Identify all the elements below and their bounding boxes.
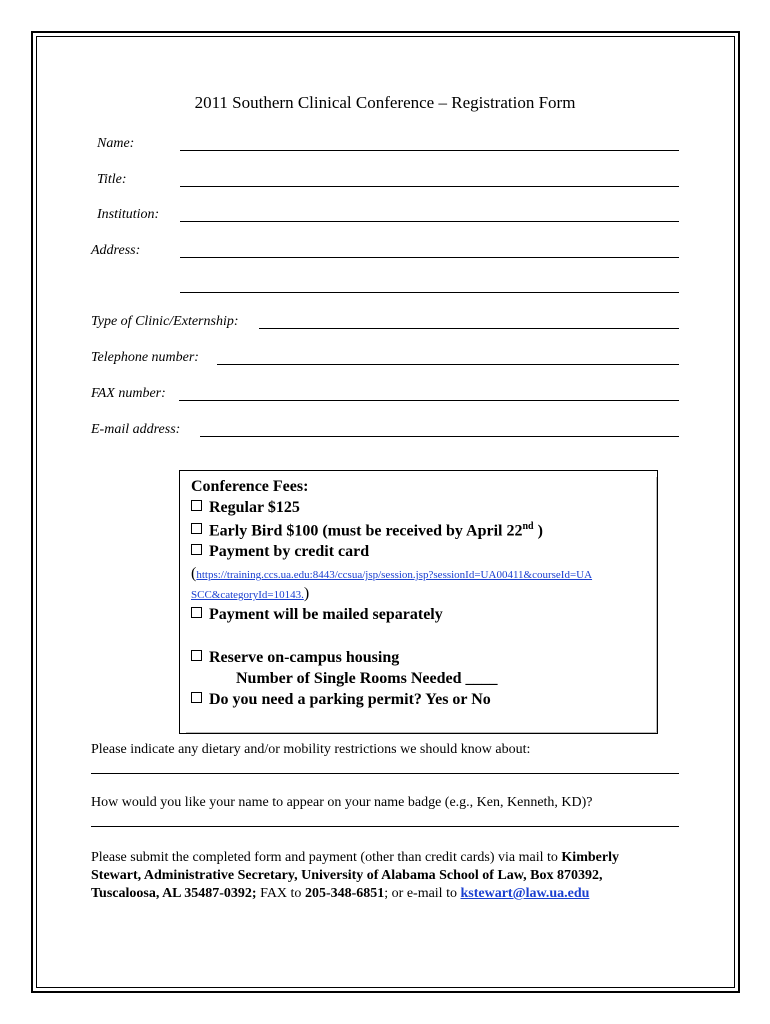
badge-answer-line[interactable] — [91, 826, 679, 827]
title-label: Title: — [97, 172, 127, 187]
clinic-type-input-line[interactable] — [259, 328, 679, 329]
parking-label: Do you need a parking permit? Yes or No — [209, 691, 491, 708]
institution-input-line[interactable] — [180, 221, 679, 222]
badge-question: How would you like your name to appear on your name badge (e.g., Ken, Kenneth, KD)? — [91, 795, 593, 810]
fax-label: FAX number: — [91, 386, 166, 401]
regular-fee-option[interactable] — [191, 499, 300, 517]
mailed-option[interactable] — [191, 606, 443, 624]
name-label: Name: — [97, 136, 135, 151]
fees-heading: Conference Fees: — [191, 478, 309, 495]
credit-card-url-line-1: (https://training.ccs.ua.edu:8443/ccsua/jsp/session.jsp?sessionId=UA00411&courseId=UA — [191, 565, 593, 582]
address-input-line-2[interactable] — [180, 292, 679, 293]
submit-name: Kimberly — [561, 850, 619, 865]
submit-city: Tuscaloosa, AL 35487-0392; — [91, 886, 257, 901]
submit-email-text: ; or e-mail to — [384, 886, 461, 901]
credit-card-url-part1[interactable]: https://training.ccs.ua.edu:8443/ccsua/jsp/session.jsp?sessionId=UA00411&courseId=UA — [196, 569, 593, 581]
name-input-line[interactable] — [180, 150, 679, 151]
mailed-checkbox[interactable] — [191, 607, 202, 618]
submit-fax-text: FAX to — [256, 886, 305, 901]
early-bird-label: Early Bird $100 (must be received by April 22 — [209, 522, 523, 540]
credit-card-checkbox[interactable] — [191, 544, 202, 555]
submit-email-link[interactable]: kstewart@law.ua.edu — [460, 886, 590, 901]
fax-input-line[interactable] — [179, 400, 679, 401]
telephone-label: Telephone number: — [91, 350, 199, 365]
early-bird-checkbox[interactable] — [191, 523, 202, 534]
credit-card-url-line-2: SCC&categoryId=10143.) — [191, 585, 310, 602]
mailed-label: Payment will be mailed separately — [209, 606, 443, 623]
early-bird-option[interactable] — [191, 521, 543, 540]
title-input-line[interactable] — [180, 186, 679, 187]
housing-option[interactable] — [191, 649, 399, 667]
submit-line-3 — [91, 886, 589, 902]
clinic-type-label: Type of Clinic/Externship: — [91, 314, 239, 329]
dietary-answer-line[interactable] — [91, 773, 679, 774]
single-rooms-line: Number of Single Rooms Needed ____ — [236, 670, 498, 687]
address-label: Address: — [91, 243, 141, 258]
credit-card-label: Payment by credit card — [209, 543, 370, 560]
submit-text-1: Please submit the completed form and payment (other than credit cards) via mail to — [91, 850, 562, 865]
housing-label: Reserve on-campus housing — [209, 649, 400, 666]
submit-fax-number: 205-348-6851 — [304, 886, 385, 901]
credit-card-option[interactable] — [191, 543, 369, 561]
regular-checkbox[interactable] — [191, 500, 202, 511]
early-bird-end: ) — [533, 522, 543, 540]
regular-fee-label: Regular $125 — [209, 499, 300, 516]
email-input-line[interactable] — [200, 436, 679, 437]
email-label: E-mail address: — [91, 422, 181, 437]
dietary-question: Please indicate any dietary and/or mobility restrictions we should know about: — [91, 742, 531, 757]
parking-checkbox[interactable] — [191, 692, 202, 703]
form-title: 2011 Southern Clinical Conference – Registration Form — [194, 93, 576, 112]
address-input-line-1[interactable] — [180, 257, 679, 258]
institution-label: Institution: — [97, 207, 160, 222]
parking-option[interactable] — [191, 691, 491, 709]
telephone-input-line[interactable] — [217, 364, 679, 365]
submit-line-2: Stewart, Administrative Secretary, University of Alabama School of Law, Box 870392, — [91, 868, 603, 883]
submit-line-1 — [91, 850, 619, 866]
housing-checkbox[interactable] — [191, 650, 202, 661]
credit-card-url-part2[interactable]: SCC&categoryId=10143. — [191, 589, 304, 601]
early-bird-sup: nd — [522, 521, 534, 532]
